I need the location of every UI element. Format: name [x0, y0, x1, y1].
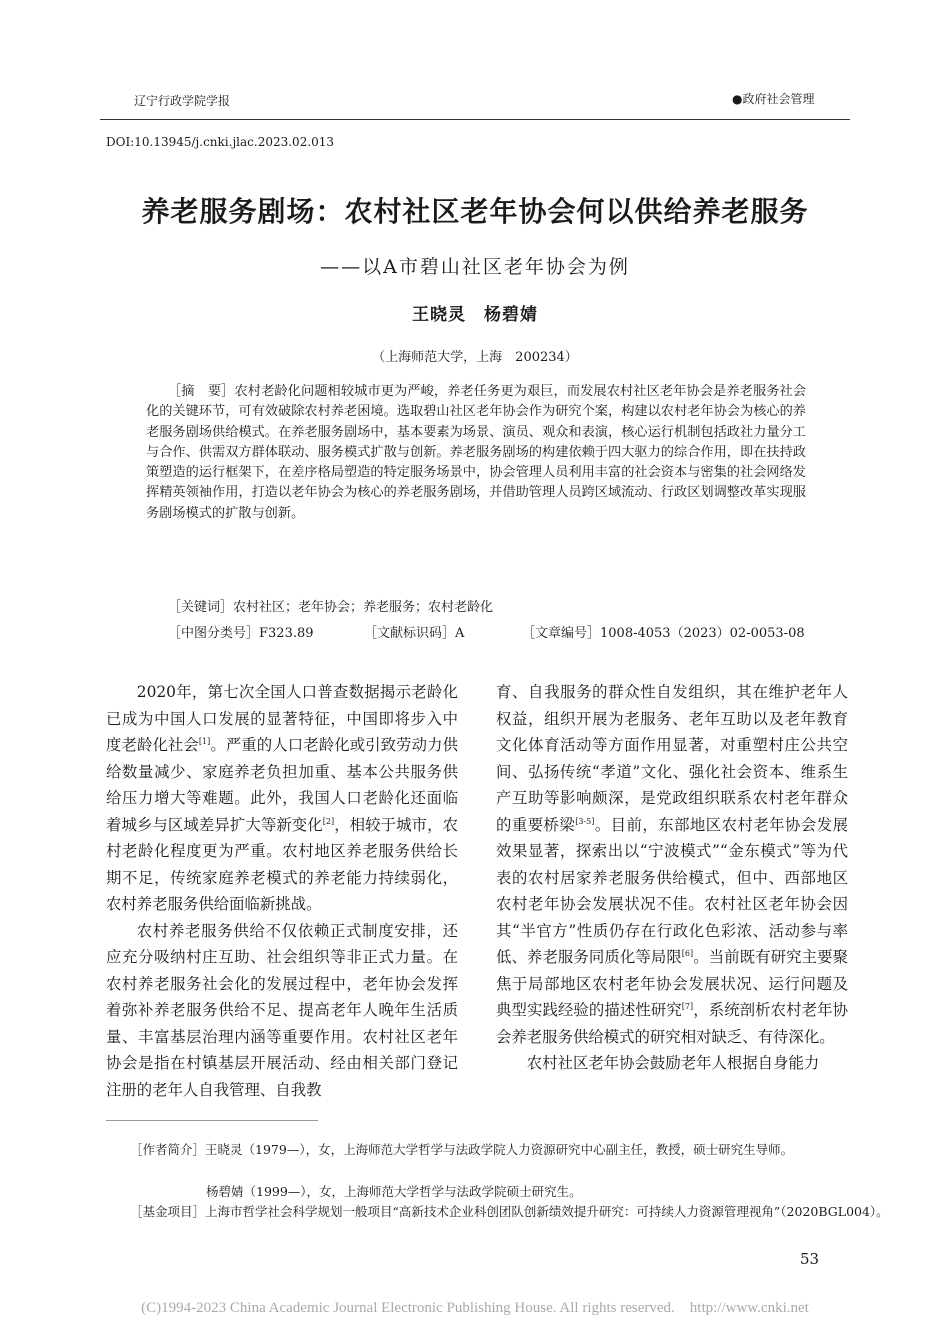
citation: [6] — [681, 948, 694, 958]
clc-value: F323.89 — [259, 626, 314, 641]
doc-code-label: ［文献标识码］ — [364, 626, 456, 641]
citation: [1] — [198, 736, 211, 746]
citation: [2] — [322, 816, 335, 826]
abstract-label: ［摘 要］ — [168, 384, 235, 399]
body-right-column — [496, 679, 848, 1077]
article-title: 养老服务剧场：农村社区老年协会何以供给养老服务 — [141, 195, 809, 228]
keywords-text: 农村社区；老年协会；养老服务；农村老龄化 — [233, 600, 494, 615]
journal-name: 辽宁行政学院学报 — [134, 94, 231, 108]
paragraph: 农村养老服务供给不仅依赖正式制度安排，还应充分吸纳村庄互助、社会组织等非正式力量。在农村养老服务社会化的发展过程中，老年协会发挥着弥补养老服务供给不足、提高老年人晚年生活质量、丰富基层治理内涵等重要作用。农村社区老年协会是指在村镇基层开展活动、经由相关部门登记注册的老年人自我管理、自我教 — [106, 921, 458, 1099]
abstract — [146, 382, 806, 524]
article-subtitle: ——以A市碧山社区老年协会为例 — [320, 256, 630, 278]
author-note-2: 杨碧婧（1999—），女，上海师范大学哲学与法政学院硕士研究生。 — [206, 1184, 582, 1199]
citation: [3-5] — [575, 816, 595, 826]
copyright-footer: (C)1994-2023 China Academic Journal Electronic Publishing House. All rights reserved. http://www.cnki.net — [141, 1300, 809, 1316]
clc — [168, 622, 314, 641]
affiliation: （上海师范大学，上海 200234） — [372, 350, 578, 365]
document-code — [364, 622, 464, 641]
author-note: ［作者简介］王晓灵（1979—），女，上海师范大学哲学与法政学院人力资源研究中心副主任，教授，硕士研究生导师。 — [130, 1142, 794, 1157]
article-no-label: ［文章编号］ — [522, 626, 601, 641]
article-number — [522, 622, 805, 641]
article-no-value: 1008-4053（2023）02-0053-08 — [600, 626, 805, 641]
fund-note: ［基金项目］上海市哲学社会科学规划一般项目“高新技术企业科创团队创新绩效提升研究：可持续人力资源管理视角”（2020BGL004）。 — [130, 1204, 889, 1219]
paragraph: 育、自我服务的群众性自发组织，其在维护老年人权益，组织开展为老服务、老年互助以及老年教育文化体育活动等方面作用显著，对重塑村庄公共空间、弘扬传统“孝道”文化、强化社会资本、维系生产互助等影响颇深，是党政组织联系农村老年群众的重要桥梁[3-5]。目前，东部地区农村老年协会发展效果显著，探索出以“宁波模式”“金东模式”等为代表的农村居家养老服务供给模式，但中、西部地区农村老年协会发展状况不佳。农村社区老年协会因其“半官方”性质仍存在行政化色彩浓、活动参与率低、养老服务同质化等局限[6]。当前既有研究主要聚焦于局部地区农村老年协会发展状况、运行问题及典型实践经验的描述性研究[7]，系统剖析农村老年协会养老服务供给模式的研究相对缺乏、有待深化。 — [496, 683, 848, 1046]
footnote-rule — [106, 1120, 318, 1121]
citation: [7] — [681, 1001, 694, 1011]
clc-label: ［中图分类号］ — [168, 626, 260, 641]
body-left-column — [106, 679, 458, 1103]
header-rule — [100, 119, 850, 120]
abstract-text: 农村老龄化问题相较城市更为严峻，养老任务更为艰巨，而发展农村社区老年协会是养老服务社会化的关键环节，可有效破除农村养老困境。选取碧山社区老年协会作为研究个案，构建以农村老年协会为核心的养老服务剧场供给模式。在养老服务剧场中，基本要素为场景、演员、观众和表演，核心运行机制包括政社力量分工与合作、供需双方群体联动、服务模式扩散与创新。养老服务剧场的构建依赖于四大驱力的综合作用，即在扶持政策塑造的运行框架下，在差序格局塑造的特定服务场景中，协会管理人员利用丰富的社会资本与密集的社会网络发挥精英领袖作用，打造以老年协会为核心的养老服务剧场，并借助管理人员跨区域流动、行政区划调整改革实现服务剧场模式的扩散与创新。 — [146, 384, 807, 521]
paragraph: 2020年，第七次全国人口普查数据揭示老龄化已成为中国人口发展的显著特征，中国即将步入中度老龄化社会[1]。严重的人口老龄化或引致劳动力供给数量减少、家庭养老负担加重、基本公共服务供给压力增大等难题。此外，我国人口老龄化还面临着城乡与区域差异扩大等新变化[2]，相较于城市，农村老龄化程度更为严重。农村地区养老服务供给长期不足，传统家庭养老模式的养老能力持续弱化，农村养老服务供给面临新挑战。 — [106, 683, 458, 913]
keywords — [168, 596, 493, 615]
doc-code-value: A — [455, 626, 465, 641]
page-number: 53 — [800, 1250, 820, 1268]
doi: DOI:10.13945/j.cnki.jlac.2023.02.013 — [106, 135, 335, 149]
fund-label: ［基金项目］ — [130, 1204, 206, 1219]
paragraph: 农村社区老年协会鼓励老年人根据自身能力 — [526, 1054, 820, 1072]
author-note-label: ［作者简介］ — [130, 1142, 206, 1157]
authors: 王晓灵 杨碧婧 — [412, 305, 538, 325]
section-label: ●政府社会管理 — [732, 92, 815, 106]
keywords-label: ［关键词］ — [168, 600, 234, 615]
